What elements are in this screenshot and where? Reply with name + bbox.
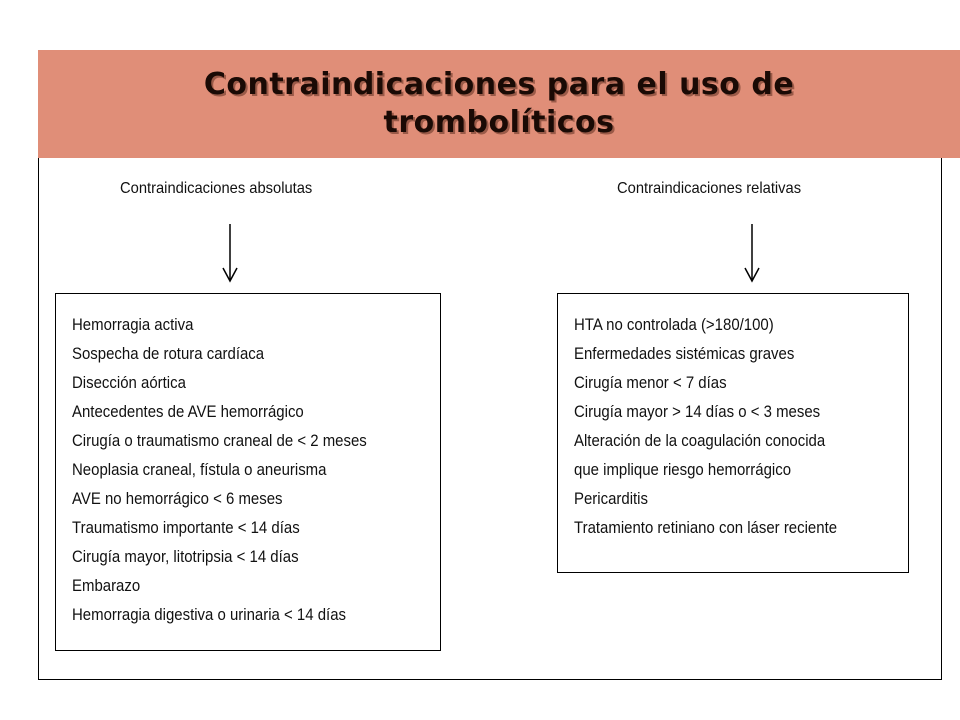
absolutas-item: Cirugía mayor, litotripsia < 14 días xyxy=(72,547,299,566)
absolutas-arrow-icon xyxy=(221,224,239,284)
absolutas-item: Embarazo xyxy=(72,576,141,595)
relativas-list xyxy=(574,310,908,542)
relativas-item: HTA no controlada (>180/100) xyxy=(574,315,774,334)
title-line-2: trombolíticos xyxy=(383,105,615,140)
relativas-item: Pericarditis xyxy=(574,489,649,508)
title-banner xyxy=(38,50,960,158)
relativas-arrow-icon xyxy=(743,224,761,284)
absolutas-heading: Contraindicaciones absolutas xyxy=(120,180,313,197)
absolutas-box xyxy=(55,293,441,651)
relativas-item: Tratamiento retiniano con láser reciente xyxy=(574,518,838,537)
relativas-item: Cirugía mayor > 14 días o < 3 meses xyxy=(574,402,821,421)
absolutas-item: Hemorragia activa xyxy=(72,315,194,334)
relativas-item: Alteración de la coagulación conocida xyxy=(574,431,826,450)
absolutas-item: Traumatismo importante < 14 días xyxy=(72,518,300,537)
relativas-item: Enfermedades sistémicas graves xyxy=(574,344,795,363)
absolutas-item: AVE no hemorrágico < 6 meses xyxy=(72,489,283,508)
title-line-1: Contraindicaciones para el uso de xyxy=(203,67,795,102)
absolutas-item: Disección aórtica xyxy=(72,373,186,392)
absolutas-item: Sospecha de rotura cardíaca xyxy=(72,344,265,363)
relativas-heading: Contraindicaciones relativas xyxy=(617,180,802,197)
absolutas-list xyxy=(72,310,440,629)
absolutas-item: Hemorragia digestiva o urinaria < 14 días xyxy=(72,605,347,624)
relativas-item: Cirugía menor < 7 días xyxy=(574,373,727,392)
relativas-box xyxy=(557,293,909,573)
relativas-item: que implique riesgo hemorrágico xyxy=(574,460,792,479)
absolutas-item: Cirugía o traumatismo craneal de < 2 meses xyxy=(72,431,367,450)
absolutas-item: Antecedentes de AVE hemorrágico xyxy=(72,402,304,421)
absolutas-item: Neoplasia craneal, fístula o aneurisma xyxy=(72,460,327,479)
